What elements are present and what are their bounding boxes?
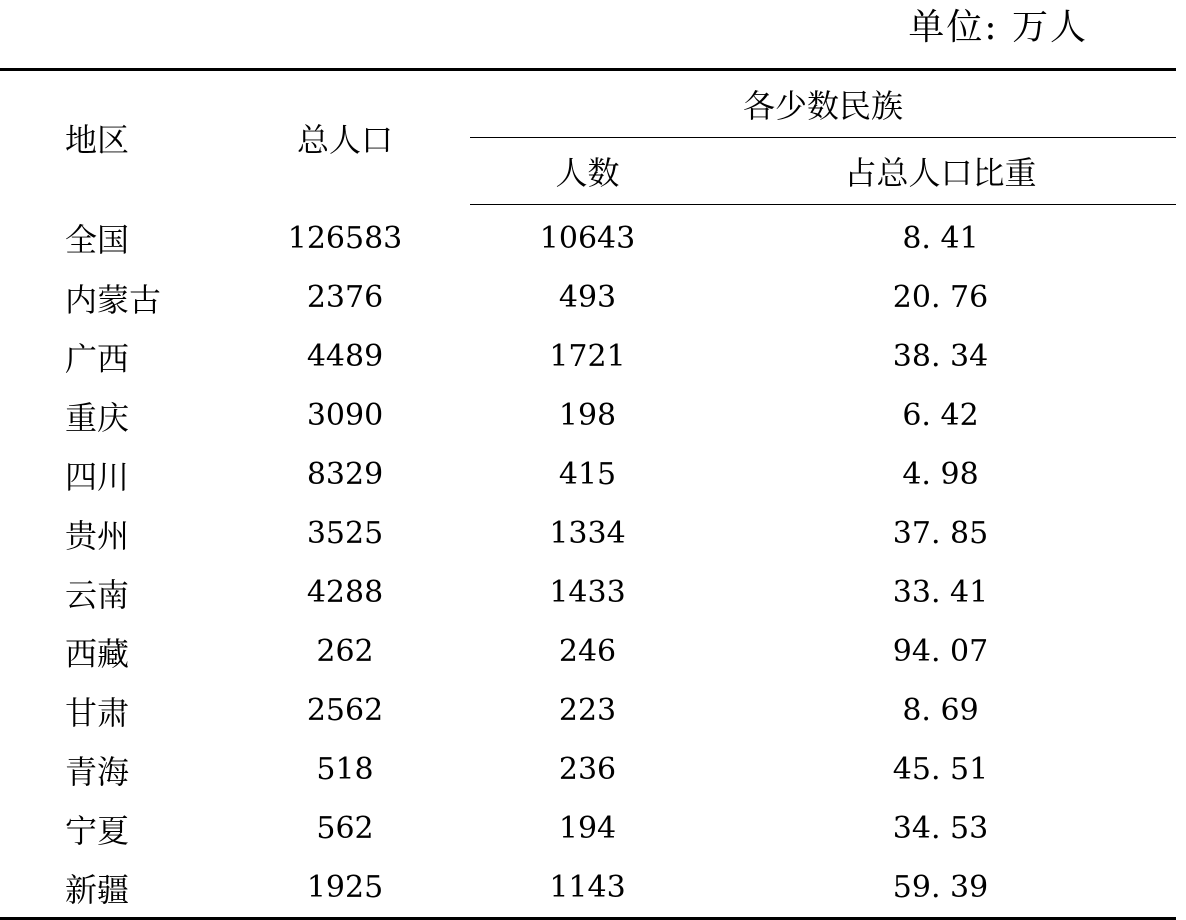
table-row [0,622,1176,681]
cell-region [0,386,220,445]
column-header-region [0,70,220,205]
table-row [0,327,1176,386]
cell-total: 3525 [306,516,384,551]
cell-region-label: 西藏 [65,634,130,673]
cell-count: 493 [558,280,617,315]
cell-count: 246 [558,634,617,669]
cell-total: 1925 [220,858,470,919]
cell-total: 262 [316,634,374,669]
cell-total: 562 [316,811,374,846]
table-row [0,386,1176,445]
cell-region [0,268,220,327]
cell-region-label: 内蒙古 [65,280,162,319]
cell-total: 2376 [306,280,384,315]
cell-count: 1143 [470,858,705,919]
table-row [0,268,1176,327]
cell-region [0,445,220,504]
cell-region-label: 重庆 [65,398,130,437]
column-header-ratio: 占总人口比重 [705,138,1176,205]
cell-region-label: 云南 [65,575,130,614]
cell-total: 4288 [306,575,384,610]
cell-ratio: 38. 34 [892,339,989,374]
cell-total: 8329 [306,457,384,492]
cell-ratio: 6. 42 [902,398,979,433]
cell-ratio: 94. 07 [892,634,989,669]
cell-ratio: 8. 41 [902,221,979,256]
cell-count: 223 [558,693,617,728]
table-row [0,799,1176,858]
cell-count: 194 [558,811,617,846]
cell-count: 415 [558,457,617,492]
cell-region-label: 宁夏 [65,811,130,850]
table-row [0,740,1176,799]
cell-total: 4489 [306,339,384,374]
header-row-top [0,70,1176,138]
unit-label: 单位: 万人 [908,7,1088,48]
cell-count: 1721 [549,339,626,374]
table-row [0,445,1176,504]
cell-total: 126583 [287,220,403,256]
cell-count: 10643 [539,221,636,256]
cell-total: 2562 [306,693,384,728]
table-row [0,504,1176,563]
cell-region [0,681,220,740]
cell-region-label: 甘肃 [65,693,130,732]
cell-region-label: 新疆 [65,870,130,909]
cell-ratio: 20. 76 [892,280,989,315]
cell-region [0,799,220,858]
table-row [0,858,1176,919]
cell-region [0,622,220,681]
cell-ratio: 59. 39 [705,858,1176,919]
cell-ratio: 45. 51 [892,752,989,787]
cell-count: 1433 [549,575,626,610]
cell-region [0,205,220,269]
cell-region-label: 全国 [65,221,130,260]
cell-region-label: 贵州 [65,516,130,555]
cell-ratio: 8. 69 [902,693,979,728]
cell-ratio: 33. 41 [892,575,989,610]
population-table-container [0,68,1176,920]
table-body [0,205,1176,919]
table-header [0,70,1176,205]
cell-total: 3090 [306,398,384,433]
column-header-count: 人数 [470,138,705,205]
cell-ratio: 34. 53 [892,811,989,846]
cell-count: 1334 [549,516,626,551]
cell-total: 518 [316,752,374,787]
column-header-region-label: 地区 [65,120,130,159]
column-header-total: 总人口 [220,70,470,205]
column-header-group: 各少数民族 [470,70,1176,138]
cell-region [0,858,220,919]
cell-region [0,740,220,799]
cell-ratio: 37. 85 [892,516,989,551]
table-row [0,681,1176,740]
cell-count: 198 [558,398,617,433]
cell-region-label: 广西 [65,339,130,378]
cell-region [0,563,220,622]
population-table [0,68,1176,920]
cell-count: 236 [558,752,617,787]
cell-region-label: 青海 [65,752,130,791]
table-row [0,563,1176,622]
cell-ratio: 4. 98 [902,457,979,492]
cell-region [0,327,220,386]
cell-region-label: 四川 [65,457,130,496]
cell-region [0,504,220,563]
table-row [0,205,1176,269]
